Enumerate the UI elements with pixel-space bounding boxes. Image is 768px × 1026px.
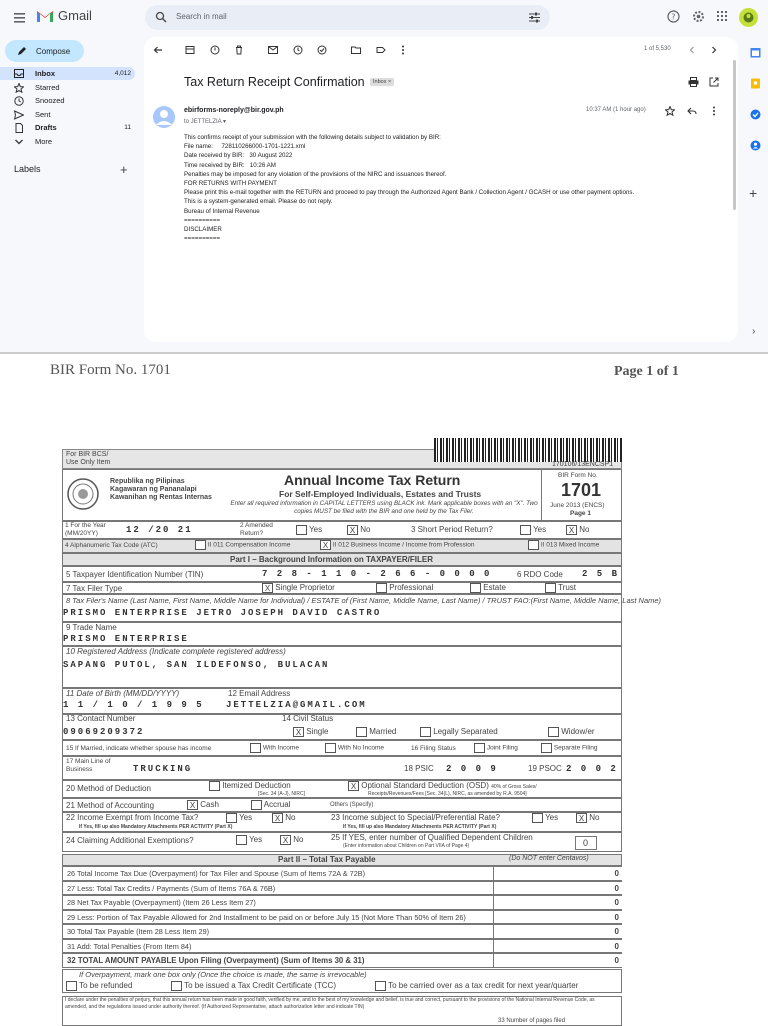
tax-item-value: 0 — [614, 883, 619, 893]
exempt-yes — [226, 813, 252, 823]
joint-text: Joint Filing — [486, 744, 518, 752]
osd-deduction — [348, 781, 537, 791]
inbox-icon — [13, 68, 25, 80]
body-line: Penalties may be imposed for any violation of the provisions of the NIRC and issuances thereof. — [184, 170, 447, 178]
exemptions-yes-box[interactable] — [236, 835, 247, 845]
form-version: June 2013 (ENCS) — [550, 502, 605, 509]
accrual-text: Accrual — [263, 800, 291, 810]
atc-mixed — [528, 540, 599, 550]
clock-icon — [13, 95, 25, 107]
dependents-label: 25 If YES, enter number of Qualified Dependent Children — [331, 833, 533, 842]
cash-box[interactable]: X — [187, 800, 198, 810]
exemptions-no — [280, 835, 303, 845]
chevron-down-icon — [13, 136, 25, 148]
filer-type-label: 7 Tax Filer Type — [66, 584, 123, 593]
send-icon — [13, 109, 25, 121]
separate-filing-box[interactable] — [541, 743, 552, 753]
settings-gear-icon[interactable] — [692, 10, 705, 23]
email-body — [184, 133, 724, 243]
agency-line-2: Kagawaran ng Pananalapi — [110, 486, 197, 493]
yes-text: Yes — [545, 813, 559, 823]
form-page: Page 1 — [570, 510, 591, 517]
amended-yes-box[interactable] — [296, 525, 307, 535]
tax-item-row — [62, 881, 622, 896]
form-title: Annual Income Tax Return — [284, 472, 461, 488]
apps-grid-icon[interactable] — [716, 10, 728, 22]
compose-label: Compose — [36, 46, 71, 56]
tax-item-label: 26 Total Income Tax Due (Overpayment) for Tax Filer and Spouse (Sum of Items 72A & 72B) — [67, 869, 366, 878]
tax-item-amount-box[interactable] — [493, 925, 623, 938]
tax-item-label: 30 Total Tax Payable (Item 28 Less Item 29) — [67, 927, 210, 936]
with-income — [250, 743, 299, 753]
bir-seal-icon — [67, 478, 99, 510]
dependents-note: (Enter information about Children on Part VIIA of Page 4) — [343, 843, 470, 849]
recipient-dropdown[interactable]: to JETTELZIA ▾ — [184, 119, 227, 125]
for-bir-label: For BIR BCS/ — [66, 451, 109, 458]
short-no-box[interactable]: X — [566, 525, 577, 535]
tin-value: 7 2 8 - 1 1 0 - 2 6 6 - 0 0 0 0 — [262, 569, 492, 579]
no-income-box[interactable] — [325, 743, 336, 753]
dob-value: 1 1 / 1 0 / 1 9 9 5 — [63, 700, 204, 710]
special-rate-note: If Yes, fill up also Mandatory Attachments PER ACTIVITY (Part X) — [343, 824, 497, 830]
add-exemptions-label: 24 Claiming Additional Exemptions? — [66, 836, 194, 845]
civil-widow-text: Widow/er — [561, 727, 595, 737]
gmail-m-icon — [36, 9, 54, 23]
tax-item-amount-box[interactable] — [493, 867, 623, 880]
tax-item-amount-box[interactable] — [493, 896, 623, 909]
filing-status-label: 16 Filing Status — [411, 745, 456, 752]
special-no — [576, 813, 599, 823]
add-addon-icon[interactable]: + — [749, 185, 758, 201]
newer-chevron-icon[interactable] — [688, 45, 696, 55]
itemized-sub: [Sec. 34 (A-J), NIRC] — [258, 791, 305, 797]
overpayment-note: If Overpayment, mark one box only (Once the choice is made, the same is irrevocable) — [79, 970, 367, 979]
sidebar-item-label: Inbox — [35, 69, 55, 78]
refund-box[interactable] — [66, 981, 77, 991]
special-yes — [532, 813, 558, 823]
accounting-label: 21 Method of Accounting — [66, 801, 155, 810]
sidebar-item-label: Starred — [35, 83, 60, 92]
address-label: 10 Registered Address (Indicate complete registered address) — [66, 647, 286, 656]
carry-text: To be carried over as a tax credit for next year/quarter — [388, 981, 579, 991]
joint-filing-box[interactable] — [474, 743, 485, 753]
tax-item-value: 0 — [614, 869, 619, 878]
tax-item-row — [62, 939, 622, 954]
form-no-label: BIR Form No. — [558, 472, 598, 479]
search-icon[interactable] — [155, 11, 167, 23]
trade-name-label: 9 Trade Name — [66, 623, 117, 632]
osd-box[interactable]: X — [348, 781, 359, 791]
exemptions-yes — [236, 835, 262, 845]
search-input[interactable]: Search in mail — [176, 12, 227, 21]
body-line: Bureau of Internal Revenue — [184, 207, 260, 215]
snooze-icon[interactable] — [293, 45, 303, 55]
no-text: No — [285, 813, 296, 823]
svg-text:?: ? — [671, 12, 676, 22]
inbox-count: 4,012 — [114, 70, 131, 77]
print-icon[interactable] — [688, 77, 699, 87]
draft-icon — [13, 122, 25, 134]
amended-label: 2 Amended Return? — [240, 522, 273, 537]
civil-single — [293, 727, 328, 737]
form-header-left: BIR Form No. 1701 — [50, 362, 171, 378]
part1-title: Part I – Background Information on TAXPAYER/FILER — [230, 555, 433, 564]
filer-trust — [545, 583, 576, 593]
rdo-value: 2 5 B — [582, 569, 620, 579]
avatar-face-icon — [742, 11, 755, 24]
form-instruction: Enter all required information in CAPITAL LETTERS using BLACK ink. Mark applicable boxes with an "X". Two copies MUST be filed with the BIR and one held by the Tax Filer. — [230, 500, 538, 515]
sidebar-item-label: Snoozed — [35, 96, 65, 105]
label-icon[interactable] — [376, 45, 386, 55]
declaration-text: I declare under the penalties of perjury, that this annual return has been made in good faith, verified by me, and to the best of my knowledge and belief, is true and correct, pursuant to the provisions of the National Internal Revenue Code, as amended, and the regulations issued under authority thereof. (If Authorized Representative, attach authorization letter and indicate TIN) — [65, 997, 595, 1010]
yes-text: Yes — [309, 525, 323, 535]
open-new-window-icon[interactable] — [709, 77, 719, 87]
sidebar-item-label: Sent — [35, 110, 51, 119]
amended-no-box[interactable]: X — [347, 525, 358, 535]
body-line: Time received by BIR: 10:26 AM — [184, 161, 276, 169]
exempt-yes-box[interactable] — [226, 813, 237, 823]
body-line: This is a system-generated email. Please do not reply. — [184, 198, 333, 206]
atc-compensation — [195, 540, 290, 550]
filer-estate-box[interactable] — [470, 583, 481, 593]
add-task-icon[interactable] — [317, 45, 327, 55]
sidebar-item-more[interactable] — [0, 135, 135, 148]
amended-no — [347, 525, 370, 535]
joint-filing — [474, 743, 518, 753]
tin-label: 5 Taxpayer Identification Number (TIN) — [66, 570, 204, 579]
others-label: Others (Specify) — [330, 802, 374, 808]
email-subject: Tax Return Receipt Confirmation — [184, 75, 365, 89]
contact-label: 13 Contact Number — [66, 714, 136, 723]
sidebar-item-inbox[interactable] — [0, 67, 135, 80]
tax-item-amount-box[interactable] — [493, 911, 623, 924]
filer-trust-box[interactable] — [545, 583, 556, 593]
contact-value: 09069209372 — [63, 727, 145, 737]
gmail-brand: Gmail — [58, 8, 92, 23]
cash-method — [187, 800, 219, 810]
contacts-icon[interactable] — [750, 140, 761, 151]
no-income-text: With No Income — [337, 744, 385, 752]
email-more-icon[interactable] — [712, 106, 716, 116]
no-text: No — [360, 525, 371, 535]
tax-item-amount-box[interactable] — [493, 940, 623, 953]
tax-item-row — [62, 895, 622, 910]
carry-over-option — [375, 981, 578, 991]
short-yes — [520, 525, 546, 535]
civil-separated-box[interactable] — [420, 727, 431, 737]
accrual-box[interactable] — [251, 800, 262, 810]
row-contact-civil — [62, 714, 622, 740]
filer-estate-text: Estate — [483, 583, 506, 593]
itemized-deduction — [209, 781, 291, 791]
special-no-box[interactable]: X — [576, 813, 587, 823]
older-chevron-icon[interactable] — [710, 45, 718, 55]
row-filer-type — [62, 582, 622, 594]
tax-item-value: 0 — [614, 956, 619, 965]
exempt-label: 22 Income Exempt from Income Tax? — [66, 813, 199, 822]
itemized-box[interactable] — [209, 781, 220, 791]
civil-widow — [548, 727, 595, 737]
archive-icon[interactable] — [185, 45, 195, 55]
email-value: JETTELZIA@GMAIL.COM — [226, 700, 367, 710]
separate-filing — [541, 743, 598, 753]
yes-text: Yes — [249, 835, 263, 845]
pencil-icon — [17, 46, 27, 56]
form-number: 1701 — [561, 480, 602, 500]
sidebar-item-label: Drafts — [35, 123, 57, 132]
separate-text: Separate Filing — [553, 744, 598, 752]
agency-line-3: Kawanihan ng Rentas Internas — [110, 494, 212, 501]
pages-filed-label: 33 Number of pages filed — [498, 1018, 566, 1024]
year-value: 12 /20 21 — [126, 525, 193, 535]
more-vert-icon[interactable] — [401, 45, 405, 55]
search-bar[interactable] — [145, 5, 550, 30]
body-line: DISCLAIMER — [184, 226, 222, 234]
refund-text: To be refunded — [79, 981, 133, 991]
sidebar-item-label: More — [35, 137, 53, 146]
special-yes-box[interactable] — [532, 813, 543, 823]
tcc-option — [171, 981, 336, 991]
tax-item-row — [62, 924, 622, 939]
search-options-icon[interactable] — [529, 12, 540, 23]
tax-item-value: 0 — [614, 912, 619, 922]
psic-label: 18 PSIC — [404, 764, 434, 773]
gmail-window — [0, 0, 768, 352]
tax-item-label: 31 Add: Total Penalties (From Item 84) — [67, 941, 192, 951]
short-period-label: 3 Short Period Return? — [411, 525, 493, 534]
body-line: This confirms receipt of your submission with the following details subject to validation by BIR: — [184, 134, 441, 141]
body-line: ========== — [184, 216, 221, 224]
tax-item-value: 0 — [614, 927, 619, 936]
sidebar-item-sent[interactable] — [0, 108, 135, 121]
labels-heading: Labels — [14, 164, 41, 174]
deduction-label: 20 Method of Deduction — [66, 784, 151, 793]
filer-prof-text: Professional — [389, 583, 434, 593]
drafts-count: 11 — [124, 124, 131, 131]
tax-item-label: 28 Net Tax Payable (Overpayment) (Item 26 Less Item 27) — [67, 898, 256, 907]
special-rate-label: 23 Income subject to Special/Preferential Rate? — [331, 813, 500, 822]
body-line: File name: 728110266000-1701-1221.xml — [184, 143, 306, 151]
exempt-no — [272, 813, 295, 823]
osd-note: 40% of Gross Sales/ — [491, 784, 537, 791]
tasks-icon[interactable] — [750, 109, 761, 120]
cash-text: Cash — [200, 800, 219, 810]
dob-label: 11 Date of Birth (MM/DD/YYYY) — [66, 689, 180, 698]
filer-estate — [470, 583, 506, 593]
star-icon — [13, 82, 25, 94]
filer-name-label: 8 Tax Filer's Name (Last Name, First Name, Middle Name for Individual) / ESTATE of (First Name, Middle Name, Last Name) / TRUST FAO:(First Name, Middle Name, Last Name) — [66, 596, 662, 605]
no-text: No — [589, 813, 600, 823]
filer-single — [262, 583, 335, 593]
tcc-text: To be issued a Tax Credit Certificate (TCC) — [184, 981, 336, 991]
mark-unread-icon[interactable] — [268, 45, 278, 55]
body-line: ========== — [184, 235, 221, 243]
itemized-text: Itemized Deduction — [222, 781, 291, 791]
short-no — [566, 525, 589, 535]
form-subtitle: For Self-Employed Individuals, Estates and Trusts — [279, 489, 482, 499]
star-email-icon[interactable] — [665, 106, 675, 116]
spouse-income-label: 15 If Married, indicate whether spouse has income — [66, 745, 212, 752]
filer-professional — [376, 583, 433, 593]
tax-item-amount-box[interactable] — [493, 954, 623, 967]
no-text: No — [579, 525, 590, 535]
psoc-value: 2 0 0 2 — [566, 764, 618, 774]
no-text: No — [293, 835, 304, 845]
civil-single-text: Single — [306, 727, 329, 737]
body-line: Date received by BIR: 30 August 2022 — [184, 152, 293, 160]
filer-single-text: Single Proprietor — [275, 583, 335, 593]
side-panel — [744, 37, 768, 347]
filer-trust-text: Trust — [558, 583, 577, 593]
part2-title: Part II – Total Tax Payable — [278, 855, 376, 864]
add-label-icon[interactable]: + — [120, 162, 128, 177]
use-only-label: Use Only Item — [66, 459, 111, 466]
exemptions-no-box[interactable]: X — [280, 835, 291, 845]
body-line: Please print this e-mail together with the RETURN and proceed to pay through the Authorized Agent Bank / Collection Agent / GCASH or use other payment options. — [184, 189, 635, 197]
help-icon[interactable] — [667, 10, 680, 23]
exempt-no-box[interactable]: X — [272, 813, 283, 823]
civil-status-label: 14 Civil Status — [282, 714, 334, 723]
compose-button[interactable] — [5, 40, 84, 62]
part2-note: (Do NOT enter Centavos) — [509, 855, 589, 862]
pagination-text: 1 of 5,530 — [644, 46, 671, 52]
sender-avatar[interactable] — [153, 106, 175, 128]
atc-business — [320, 540, 474, 550]
sidebar-item-snoozed[interactable] — [0, 94, 135, 107]
atc-business-box[interactable]: X — [320, 540, 331, 550]
atc-compensation-box[interactable] — [195, 540, 206, 550]
barcode-text: 170106/13ENCSP1 — [552, 461, 614, 468]
tax-item-label: 27 Less: Total Tax Credits / Payments (Sum of Items 76A & 76B) — [67, 883, 276, 893]
atc3-text: II 013 Mixed Income — [540, 541, 600, 549]
civil-separated — [420, 727, 498, 737]
yes-text: Yes — [239, 813, 253, 823]
form-header-right: Page 1 of 1 — [614, 364, 679, 379]
tax-item-value: 0 — [614, 941, 619, 951]
menu-icon[interactable] — [12, 10, 28, 26]
carry-over-box[interactable] — [375, 981, 386, 991]
civil-married-text: Married — [369, 727, 397, 737]
short-yes-box[interactable] — [520, 525, 531, 535]
person-icon — [153, 106, 175, 128]
tax-item-row — [62, 953, 622, 968]
business-label: 17 Main Line of Business — [66, 758, 111, 773]
refund-option — [66, 981, 132, 991]
move-to-icon[interactable] — [351, 45, 361, 55]
tax-item-value: 0 — [614, 898, 619, 907]
tax-item-label: 29 Less: Portion of Tax Payable Allowed for 2nd Installment to be paid on or before July 15 (Not More Than 50% of Item 26) — [67, 912, 466, 922]
psic-value: 2 0 0 9 — [446, 764, 498, 774]
tcc-box[interactable] — [171, 981, 182, 991]
atc2-text: II 012 Business Income / Income from Profession — [332, 541, 475, 549]
inbox-label-chip[interactable]: Inbox × — [370, 78, 394, 86]
tax-item-amount-box[interactable] — [493, 882, 623, 895]
trade-name-value: PRISMO ENTERPRISE — [63, 634, 189, 644]
civil-sep-text: Legally Separated — [433, 727, 498, 737]
back-arrow-icon[interactable] — [153, 45, 163, 55]
atc-label: 4 Alphanumeric Tax Code (ATC) — [65, 542, 158, 549]
civil-single-box[interactable]: X — [293, 727, 304, 737]
filer-single-box[interactable]: X — [262, 583, 273, 593]
accrual-method — [251, 800, 290, 810]
filer-professional-box[interactable] — [376, 583, 387, 593]
exempt-note: If Yes, fill up also Mandatory Attachments PER ACTIVITY (Part X) — [79, 824, 233, 830]
atc1-text: II 011 Compensation Income — [207, 541, 291, 549]
civil-widow-box[interactable] — [548, 727, 559, 737]
body-line: FOR RETURNS WITH PAYMENT — [184, 180, 277, 188]
agency-line-1: Republika ng Pilipinas — [110, 478, 185, 485]
filer-name-value: PRISMO ENTERPRISE JETRO JOSEPH DAVID CASTRO — [63, 608, 382, 618]
account-avatar[interactable] — [739, 8, 758, 27]
osd-sub: Receipts/Revenues/Fees [Sec. 34(L), NIRC, as amended by R.A. 9504] — [368, 791, 527, 797]
sender-email[interactable]: ebirforms-noreply@bir.gov.ph — [184, 107, 284, 114]
expand-panel-icon[interactable]: › — [752, 326, 756, 337]
email-view — [144, 37, 738, 342]
tax-item-row — [62, 866, 622, 881]
rdo-label: 6 RDO Code — [517, 570, 563, 579]
psoc-label: 19 PSOC — [528, 764, 562, 773]
reply-icon[interactable] — [687, 106, 697, 116]
year-label: 1 For the Year (MM/20YY) — [65, 522, 106, 537]
address-value: SAPANG PUTOL, SAN ILDEFONSO, BULACAN — [63, 660, 330, 670]
gmail-logo[interactable] — [36, 8, 92, 23]
keep-icon[interactable] — [750, 78, 761, 89]
osd-text: Optional Standard Deduction (OSD) — [361, 781, 489, 791]
report-spam-icon[interactable] — [210, 45, 220, 55]
no-income — [325, 743, 384, 753]
email-label: 12 Email Address — [228, 689, 291, 698]
with-income-text: With Income — [262, 744, 299, 752]
calendar-icon[interactable] — [750, 47, 761, 58]
civil-married-box[interactable] — [356, 727, 367, 737]
scrollbar[interactable] — [733, 60, 736, 210]
sidebar-item-starred[interactable] — [0, 81, 135, 94]
tax-item-label: 32 TOTAL AMOUNT PAYABLE Upon Filing (Overpayment) (Sum of Items 30 & 31) — [67, 956, 365, 965]
amended-yes — [296, 525, 322, 535]
business-value: TRUCKING — [133, 764, 193, 774]
civil-married — [356, 727, 396, 737]
email-timestamp: 10:37 AM (1 hour ago) — [586, 107, 646, 113]
dependents-value: 0 — [583, 838, 589, 848]
sidebar-item-drafts[interactable] — [0, 121, 135, 134]
with-income-box[interactable] — [250, 743, 261, 753]
atc-mixed-box[interactable] — [528, 540, 539, 550]
barcode — [434, 438, 622, 462]
yes-text: Yes — [533, 525, 547, 535]
tax-item-row — [62, 910, 622, 925]
bir-form-scan — [0, 352, 768, 1024]
delete-icon[interactable] — [234, 45, 244, 55]
